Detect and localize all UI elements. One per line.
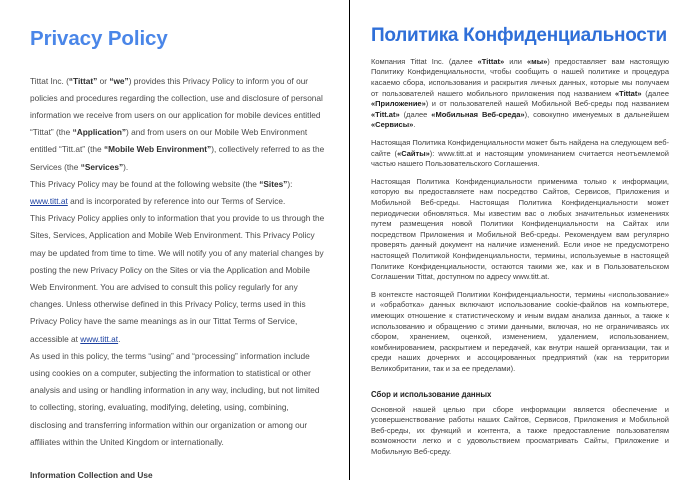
defined-term: «Tittat» bbox=[614, 88, 642, 98]
website-url-text: www.titt.at bbox=[513, 272, 548, 282]
text-run: or bbox=[97, 75, 110, 86]
defined-term: «Мобильная Веб-среда» bbox=[431, 109, 525, 119]
english-paragraph bbox=[30, 348, 327, 451]
text-run: . bbox=[118, 333, 121, 344]
text-run: As used in this policy, the terms “using” and “processing” information include using cookies on a computer, subjecting the information to statistical or other analysis and using or handling information in any way, including, but not limited to collecting, storing, evaluating, modifying, deleting, using, combining, disclosing and transferring information within our organization or among our affiliates within the United Kingdom or internationally. bbox=[30, 350, 320, 447]
russian-paragraph bbox=[371, 177, 669, 283]
text-run: В контексте настоящей Политики Конфиденциальности, термины «использование» и «обработка» данных включают использование cookie-файлов на компьютере, имеющих отношение к статистическому и иным видам анализа данных, а также к использованию и обращению с этими данными, включая, но не ограничиваясь их сбором, хранением, оценкой, изменением, удалением, использованием, комбинированием, раскрытием и передачей, как внутри нашей организации, так и среди наших дочерних и ассоцированных предприятий (как на территории Великобритании, так и за ее пределами). bbox=[371, 289, 669, 373]
text-run: . bbox=[413, 120, 416, 130]
text-run: Компания Tittat Inc. (далее bbox=[371, 56, 478, 66]
text-run: (далее bbox=[641, 88, 669, 98]
defined-term: «Tittat» bbox=[477, 56, 505, 66]
defined-term: «Сервисы» bbox=[371, 120, 414, 130]
defined-term: «Приложение» bbox=[371, 99, 426, 109]
page-title-russian: Политика Конфиденциальности bbox=[371, 25, 667, 46]
text-run: Основной нашей целью при сборе информации является обеспечение и усовершенствование работы наших Сайтов, Сервисов, Приложения и Мобильной Веб-среды, их функций и контента, а также предоставление пользователям возможности легко и с удовольствием просматривать Сайты, Приложение и Мобильную Веб-среду. bbox=[371, 404, 669, 456]
defined-term: “Tittat” bbox=[68, 75, 98, 86]
defined-term: “Services” bbox=[80, 161, 124, 172]
section-heading-sbor-i-ispolzovanie-dannyh: Сбор и использование данных bbox=[371, 389, 492, 399]
russian-paragraph bbox=[371, 138, 669, 170]
text-run: ): bbox=[287, 178, 293, 189]
text-run: Tittat Inc. ( bbox=[30, 75, 69, 86]
text-run: This Privacy Policy applies only to information that you provide to us through the Sites, Services, Application and Mobile Web Environment. This Privacy Policy may be updated from time to time. We will notify you of any material changes by posting the new Privacy Policy on the Sites or via the Application and Mobile Web Environment. You are advised to consult this policy regularly for any changes. Unless otherwise defined in this Privacy Policy, terms used in this Privacy Policy have the same meanings as in our Tittat Terms of Service, accessible at bbox=[30, 213, 325, 344]
section-heading-information-collection-and-use: Information Collection and Use bbox=[30, 470, 153, 481]
defined-term: “we” bbox=[109, 75, 129, 86]
text-run: Настоящая Политика Конфиденциальности может быть найдена на следующем веб-сайте ( bbox=[371, 138, 669, 158]
page-title-english: Privacy Policy bbox=[30, 27, 168, 50]
text-run: ), совокупно именуемых в дальнейшем bbox=[524, 109, 669, 119]
defined-term: “Application” bbox=[72, 127, 127, 138]
text-run: (далее bbox=[399, 109, 432, 119]
english-body bbox=[30, 73, 327, 451]
text-run: and is incorporated by reference into our Terms of Service. bbox=[67, 195, 286, 206]
russian-paragraph bbox=[371, 405, 669, 458]
defined-term: «Titt.at» bbox=[371, 109, 400, 119]
defined-term: «мы» bbox=[526, 56, 548, 66]
text-run: ) and from users on our Mobile Web Environment entitled “Titt.at” (the bbox=[30, 127, 308, 155]
text-run: ) provides this Privacy Policy to inform you of our policies and procedures regarding the collection, use and disclosure of personal information we receive from users on our application for mobile devices entitled “Tittat” (the bbox=[30, 75, 323, 138]
text-run: ): bbox=[429, 148, 439, 158]
russian-body bbox=[371, 57, 669, 375]
text-run: Настоящая Политика Конфиденциальности применима только к информации, которую вы предоставляете нам посредство Сайтов, Сервисов, Приложения и Мобильной Веб-среды. Настоящая Политика Конфиденциальности может периодически обновляться. Мы известим вас о любых значительных изменениях путем размещения новой Политики Конфиденциальности на Сайтах или посредством Приложения и Мобильной Веб-среды. Рекомендуем вам регулярно проверять данный документ на наличие изменений. Если иное не предусмотрено настоящей Политикой Конфиденциальности, термины, используемые в настоящей Политике Конфиденциальности, остаются такими же, как и в Пользовательском Соглашении Tittat, доступном по адресу bbox=[371, 176, 669, 282]
english-paragraph bbox=[30, 73, 327, 176]
text-run: ) и от пользователей нашей Мобильной Веб-среды под названием bbox=[425, 99, 669, 109]
text-run: ). bbox=[123, 161, 129, 172]
text-run: . bbox=[547, 272, 550, 282]
english-paragraph bbox=[30, 176, 327, 210]
text-run: This Privacy Policy may be found at the following website (the bbox=[30, 178, 260, 189]
defined-term: “Mobile Web Environment” bbox=[103, 144, 212, 155]
website-link[interactable]: www.titt.at bbox=[30, 195, 68, 206]
text-run: и настоящим упоминанием считается неотъемлемой частью нашего Пользовательского Соглашения. bbox=[371, 148, 669, 169]
text-run: ) предоставляет вам настоящую Политику Конфиденциальности, чтобы сообщить о нашей политике и процедура касаемо сбора, использования и раскрытия личных данных, которые мы получаем от пользователей нашего мобильного приложения под названием bbox=[371, 56, 669, 98]
text-run: или bbox=[504, 56, 527, 66]
defined-term: “Sites” bbox=[259, 178, 288, 189]
russian-body-after bbox=[371, 405, 669, 458]
website-link[interactable]: www.titt.at bbox=[80, 333, 119, 344]
russian-column bbox=[350, 0, 679, 474]
russian-paragraph bbox=[371, 290, 669, 375]
website-url-text: www.titt.at bbox=[438, 148, 473, 158]
defined-term: «Сайты» bbox=[397, 148, 430, 158]
english-paragraph bbox=[30, 210, 327, 348]
text-run: ), collectively referred to as the Services (the bbox=[30, 144, 325, 172]
russian-paragraph bbox=[371, 57, 669, 131]
